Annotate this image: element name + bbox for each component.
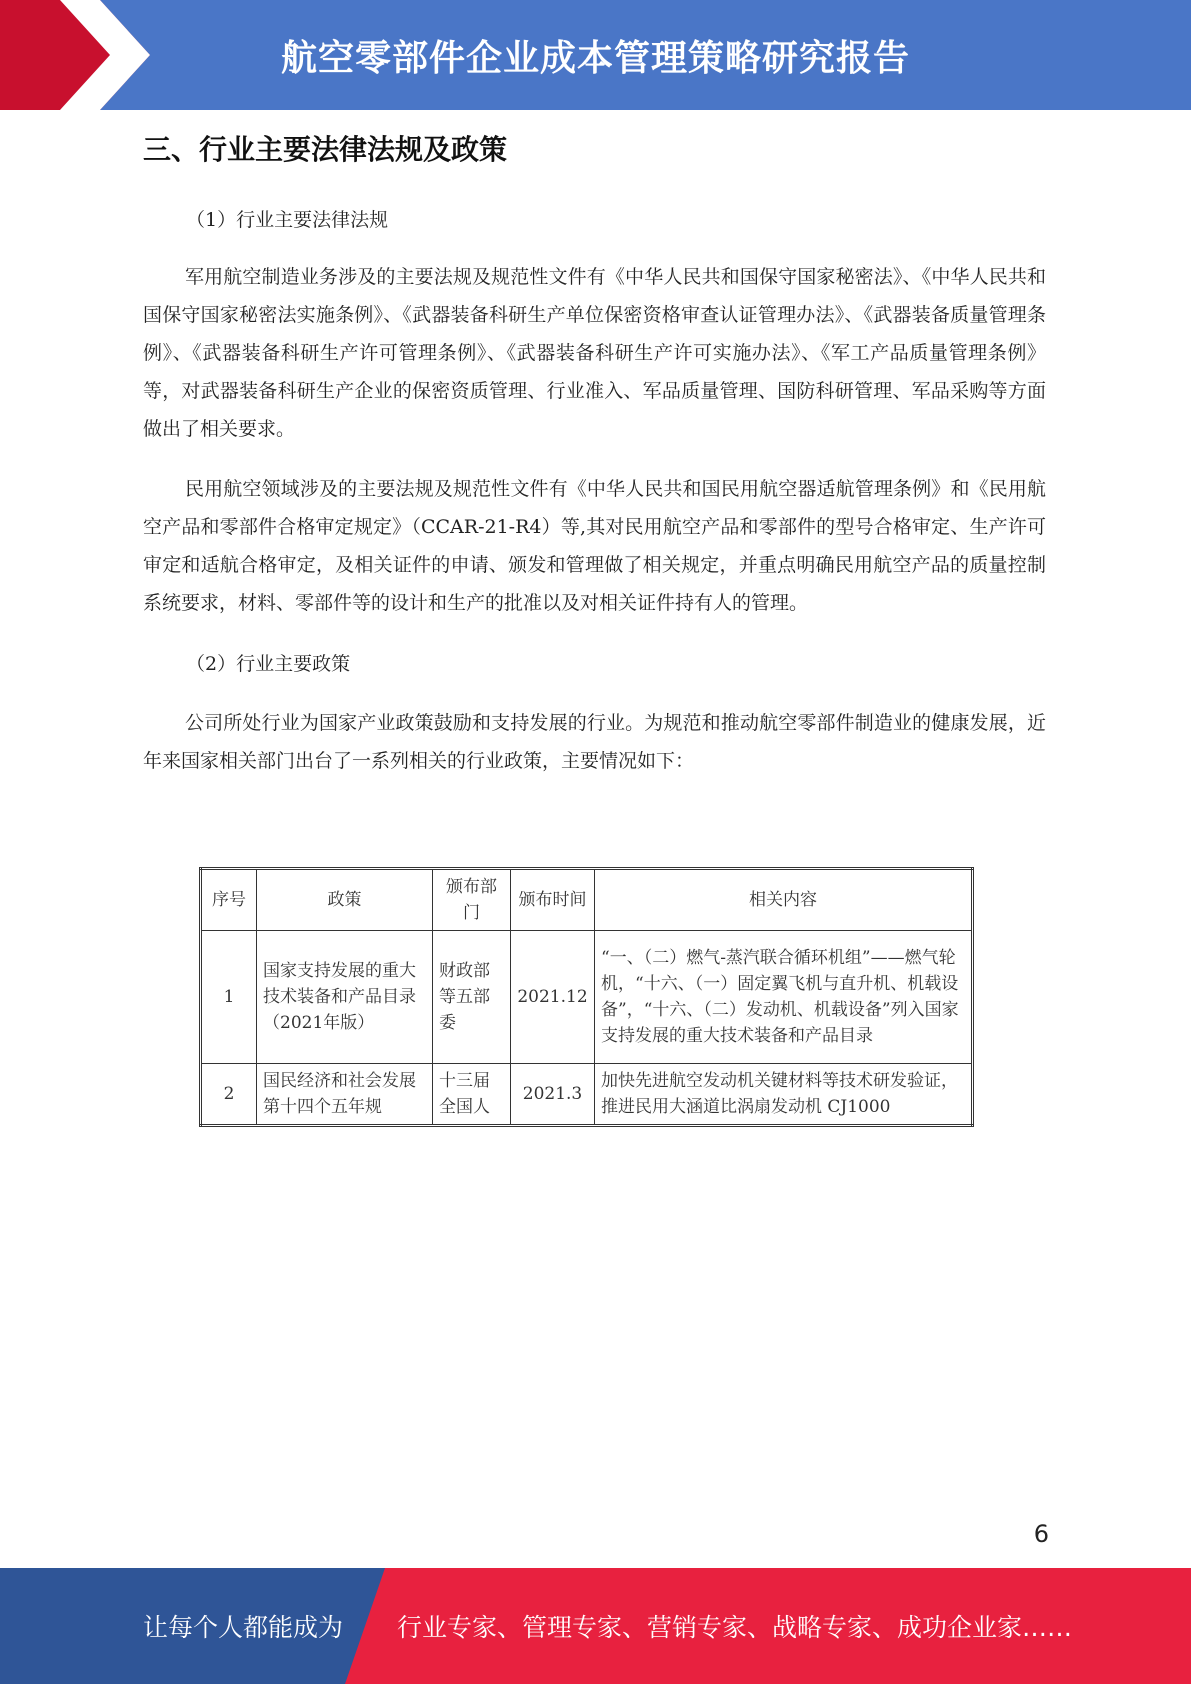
cell-policy	[257, 1064, 433, 1126]
chevron-arrow-icon	[0, 0, 160, 110]
cell-policy: 国家支持发展的重大技术装备和产品目录（2021年版）	[257, 931, 433, 1064]
cell-policy-text: 国民经济和社会发展第十四个五年规	[263, 1071, 416, 1117]
cell-date: 2021.3	[511, 1064, 595, 1126]
page-number: 6	[1033, 1520, 1049, 1548]
cell-no: 2	[201, 1064, 257, 1126]
footer-slogan-right: 行业专家、管理专家、营销专家、战略专家、成功企业家……	[397, 1613, 1073, 1642]
cell-dept: 财政部等五部委	[433, 931, 511, 1064]
policy-table	[199, 867, 974, 1127]
report-title: 航空零部件企业成本管理策略研究报告	[280, 37, 910, 79]
table-header-row	[201, 869, 973, 931]
header-content: 相关内容	[595, 869, 973, 931]
header-date: 颁布时间	[511, 869, 595, 931]
header-no: 序号	[201, 869, 257, 931]
paragraph-civil: 民用航空领域涉及的主要法规及规范性文件有《中华人民共和国民用航空器适航管理条例》和《民用航空产品和零部件合格审定规定》（CCAR-21-R4）等,其对民用航空产品和零部件的型号合格审定、生产许可审定和适航合格审定，及相关证件的申请、颁发和管理做了相关规定，并重点明确民用航空产品的质量控制系统要求，材料、零部件等的设计和生产的批准以及对相关证件持有人的管理。	[143, 478, 1046, 614]
cell-dept	[433, 1064, 511, 1126]
cell-content-text: 加快先进航空发动机关键材料等技术研发验证，推进民用大涵道比涡扇发动机 CJ1000	[601, 1071, 958, 1117]
cell-dept-text: 十三届全国人	[439, 1071, 490, 1117]
footer-banner	[0, 1568, 1191, 1684]
cell-no: 1	[201, 931, 257, 1064]
section-heading: 三、行业主要法律法规及政策	[143, 133, 508, 166]
footer-slogan-left: 让每个人都能成为	[143, 1613, 344, 1642]
header-dept: 颁布部门	[433, 869, 511, 931]
sub-heading-policies: （2）行业主要政策	[186, 653, 351, 675]
cell-content: “一、（二）燃气-蒸汽联合循环机组”——燃气轮机，“十六、（一）固定翼飞机与直升机、机载设备”，“十六、（二）发动机、机载设备”列入国家支持发展的重大技术装备和产品目录	[595, 931, 973, 1064]
paragraph-policy-intro: 公司所处行业为国家产业政策鼓励和支持发展的行业。为规范和推动航空零部件制造业的健康发展，近年来国家相关部门出台了一系列相关的行业政策，主要情况如下：	[143, 712, 1046, 772]
table-row	[201, 1064, 973, 1126]
header-banner	[0, 0, 1191, 110]
table-row	[201, 931, 973, 1064]
paragraph-military: 军用航空制造业务涉及的主要法规及规范性文件有《中华人民共和国保守国家秘密法》、《中华人民共和国保守国家秘密法实施条例》、《武器装备科研生产单位保密资格审查认证管理办法》、《武器装备质量管理条例》、《武器装备科研生产许可管理条例》、《武器装备科研生产许可实施办法》、《军工产品质量管理条例》等，对武器装备科研生产企业的保密资质管理、行业准入、军品质量管理、国防科研管理、军品采购等方面做出了相关要求。	[143, 266, 1046, 440]
cell-content	[595, 1064, 973, 1126]
header-policy: 政策	[257, 869, 433, 931]
cell-date: 2021.12	[511, 931, 595, 1064]
main-content	[143, 126, 1046, 780]
sub-heading-laws: （1）行业主要法律法规	[186, 209, 389, 231]
